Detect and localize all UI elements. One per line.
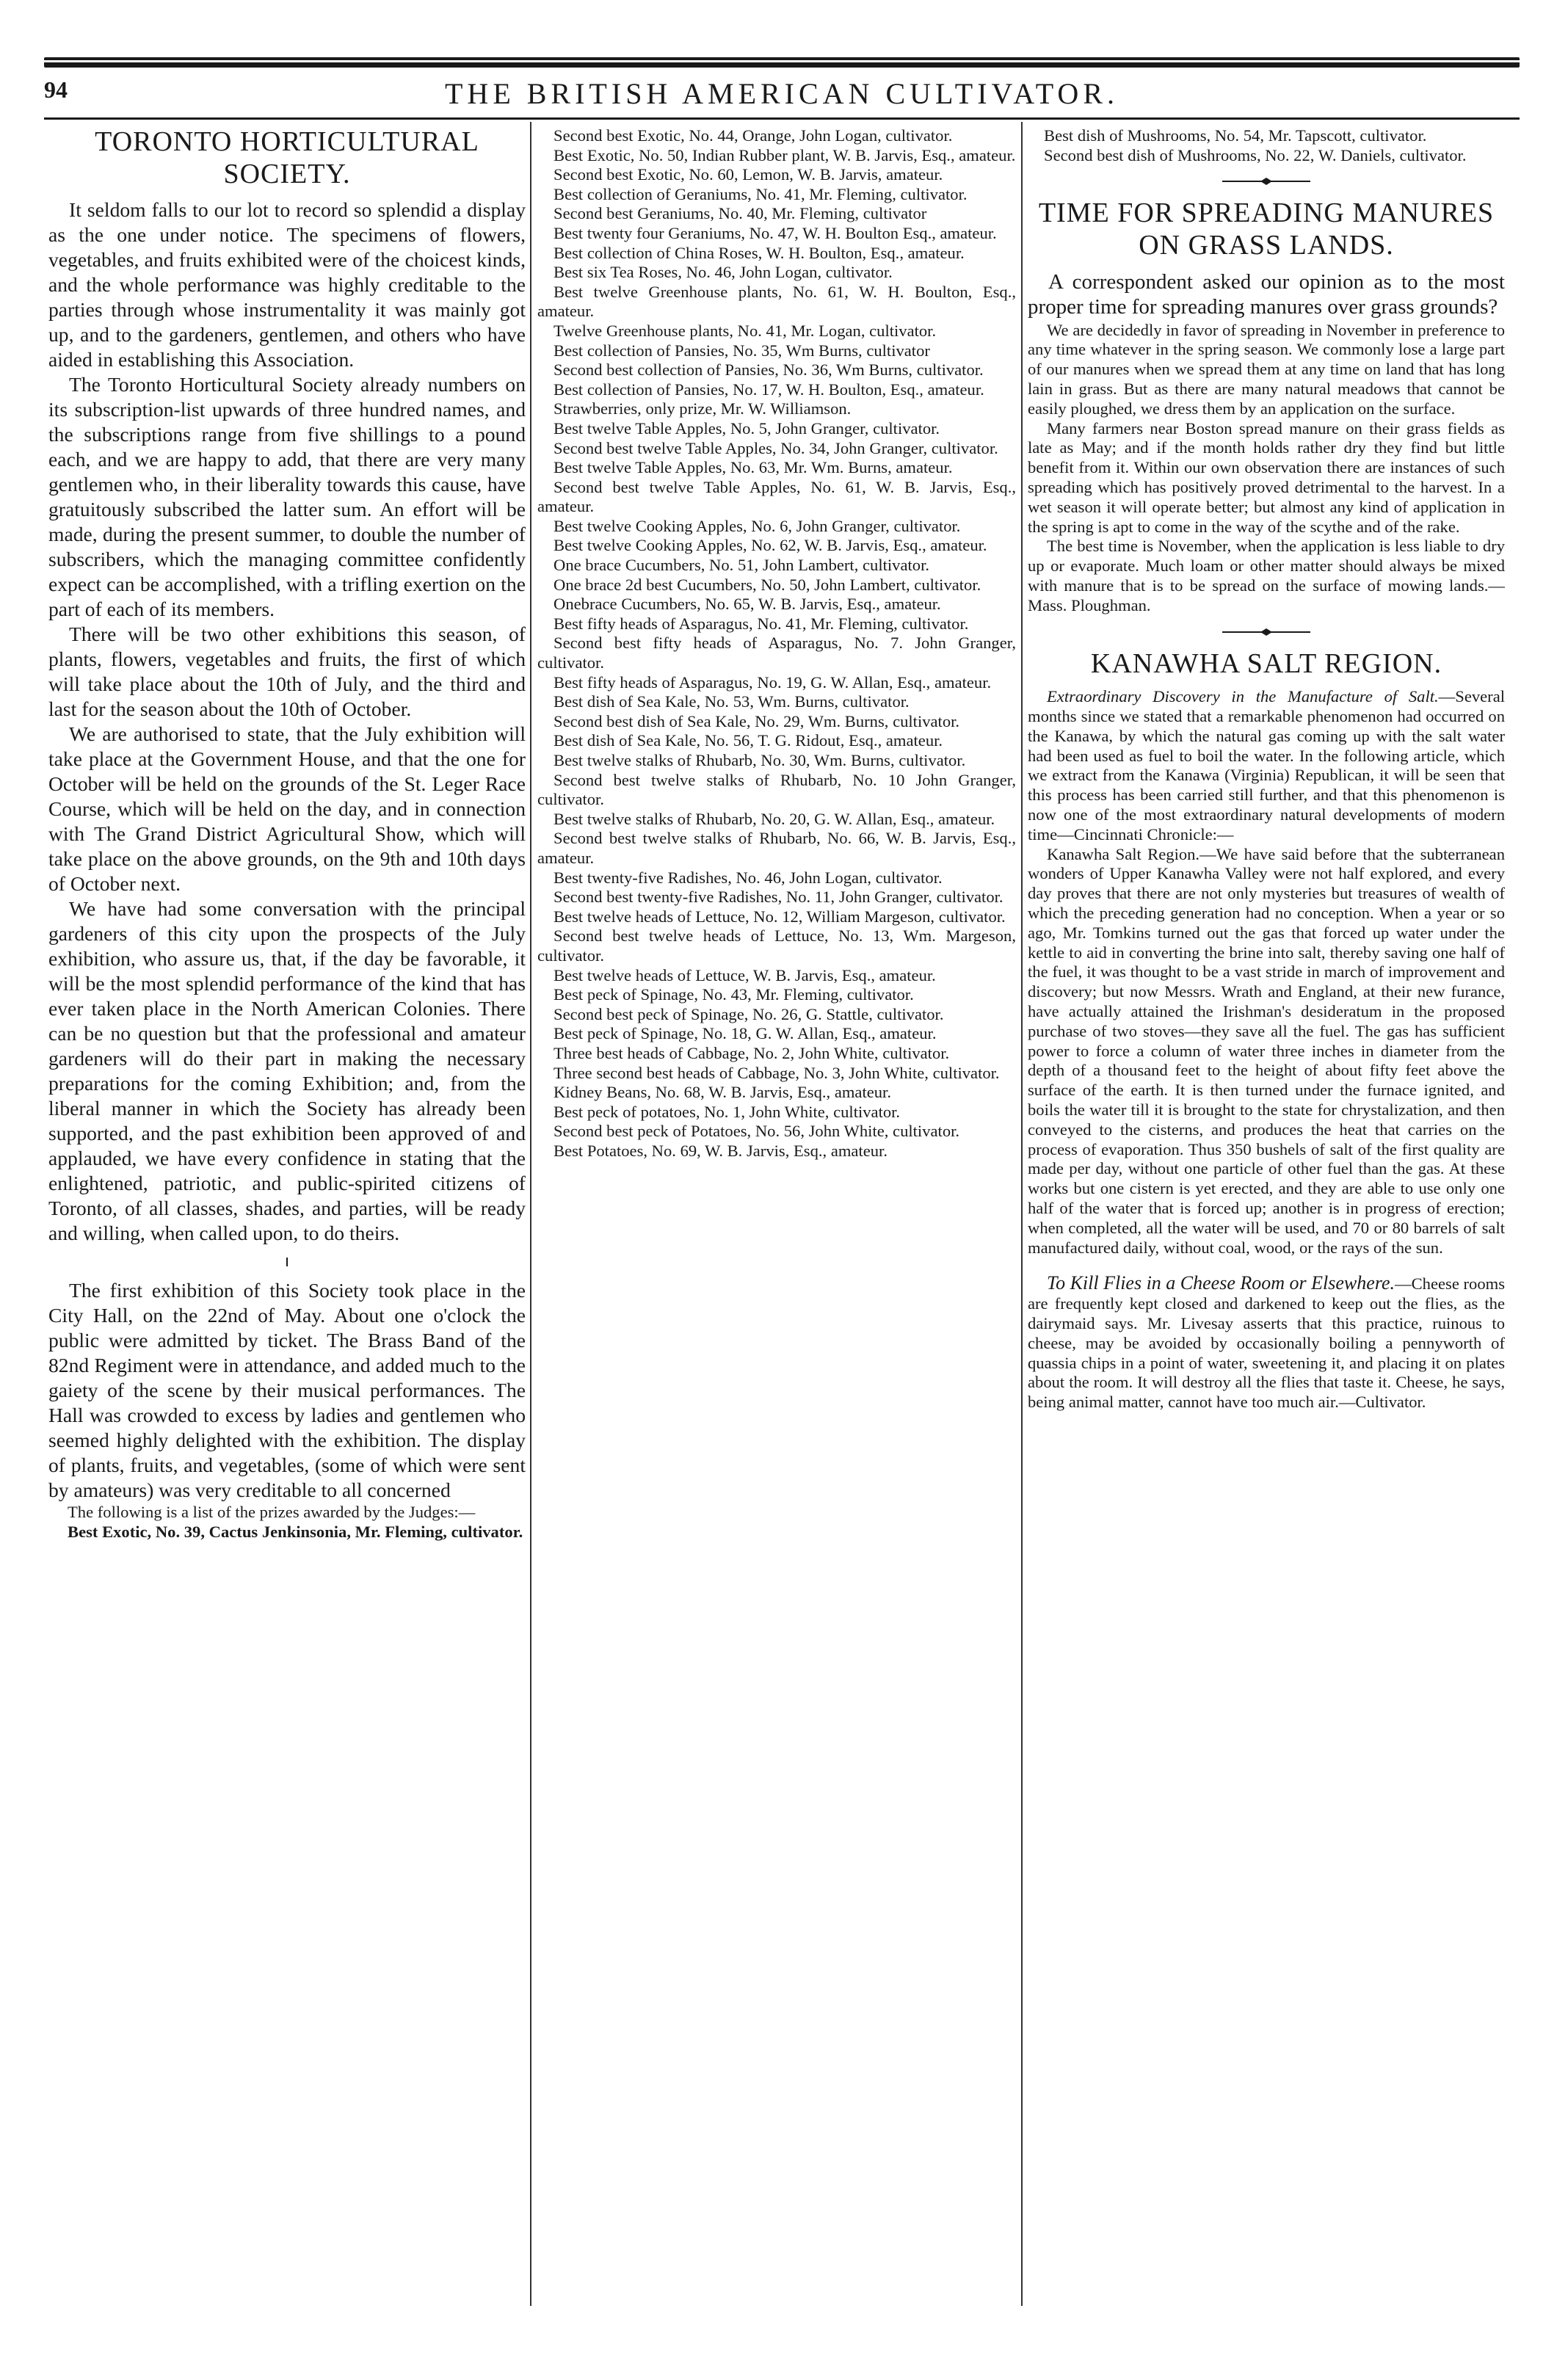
prize-entry: Second best twenty-five Radishes, No. 11, John Granger, cultivator. <box>553 888 1003 907</box>
prize-entry: Second best twelve Table Apples, No. 61, W. B. Jarvis, Esq., amateur. <box>537 477 1016 516</box>
article-heading-horticultural: TORONTO HORTICULTURAL SOCIETY. <box>95 126 479 189</box>
prize-entry: Best collection of China Roses, W. H. Boulton, Esq., amateur. <box>553 243 965 262</box>
prize-entry: Twelve Greenhouse plants, No. 41, Mr. Logan, cultivator. <box>553 321 937 340</box>
prize-entry: Kidney Beans, No. 68, W. B. Jarvis, Esq., amateur. <box>553 1083 891 1102</box>
prize-entry: Best twelve Table Apples, No. 5, John Granger, cultivator. <box>553 418 940 438</box>
prize-entry: Best twenty four Geraniums, No. 47, W. H. Boulton Esq., amateur. <box>553 223 997 242</box>
header-rule <box>44 117 1520 120</box>
article-paragraph: The first exhibition of this Society took place in the City Hall, on the 22nd of May. About one o'clock the public were admitted by ticket. The Brass Band of the 82nd Regiment were in attendance, and added much to the gaiety of the scene by their musical performances. The Hall was crowded to excess by ladies and gentlemen who seemed highly delighted with the exhibition. The display of plants, fruits, and vegetables, (some of which were sent by amateurs) was very creditable to all concerned <box>48 1279 526 1502</box>
prize-entry: Second best twelve Table Apples, No. 34, John Granger, cultivator. <box>553 438 998 457</box>
prize-entry: Best twelve Cooking Apples, No. 62, W. B. Jarvis, Esq., amateur. <box>553 536 987 555</box>
prize-entry: Best dish of Mushrooms, No. 54, Mr. Tapscott, cultivator. <box>1044 126 1427 145</box>
article-paragraph: We have had some conversation with the principal gardeners of this city upon the prospects of the July exhibition, who assure us, that, if the day be favorable, it will be the most splendid performance of the kind that has ever taken place in the North American Colonies. There can be no question but that the professional and amateur gardeners will do their part in making the necessary preparations for the coming Exhibition; and, from the liberal manner in which the Society has already been supported, and the past exhibition been approved of and applauded, we have every confidence in stating that the enlightened, patriotic, and public-spirited citizens of Toronto, of all classes, shades, and parties, will be ready and willing, when called upon, to do theirs. <box>48 897 526 1245</box>
prize-entry: Second best dish of Mushrooms, No. 22, W. Daniels, cultivator. <box>1044 145 1467 164</box>
prize-entry: Best dish of Sea Kale, No. 56, T. G. Ridout, Esq., amateur. <box>553 731 943 750</box>
prize-entry: Three second best heads of Cabbage, No. 3, John White, cultivator. <box>553 1063 1000 1082</box>
prize-entry: Second best dish of Sea Kale, No. 29, Wm. Burns, cultivator. <box>553 711 960 730</box>
prize-entry: Second best Exotic, No. 60, Lemon, W. B. Jarvis, amateur. <box>553 165 943 184</box>
column-divider-right <box>1021 122 1023 2306</box>
article-paragraph: Kanawha Salt Region.—We have said before that the subterranean wonders of Upper Kanawha Valley were not half explored, and every day proves that there are not only mysteries but treasures of wealth of which the preceding generation had no conception. When a year or so ago, Mr. Tomkins turned out the gas that forced up water under the kettle to aid in converting the brine into salt, thereby saving one half of the fuel, it was thought to be a vast stride in march of improvement and discovery; but now Messrs. Wrath and England, at their new furance, have actually attained the Irishman's desideratum in the proposed purchase of two stoves—they save all the fuel. The gas has sufficient power to force a column of water three inches in diameter from the depth of a thousand feet to the height of about fifty feet above the surface of the earth. It is then turned under the furnace ignited, and boils the water till it is brought to the state for chrystalization, and then conveyed to the cisterns, and produces the heat that carries on the process of evaporation. Thus 350 bushels of salt of the first quality are made per day, without one particle of other fuel than the gas. At these works but one cistern is yet erected, and they are able to use only one half of the water that is forced up; another is in progress of erection; when completed, all the water will be used, and 70 or 80 barrels of salt manufactured daily, without coal, wood, or the rays of the sun. <box>1028 844 1505 1257</box>
prize-entry: Best Potatoes, No. 69, W. B. Jarvis, Esq., amateur. <box>553 1141 888 1160</box>
prize-entry: Second best peck of Potatoes, No. 56, John White, cultivator. <box>553 1122 960 1141</box>
article-paragraph: The following is a list of the prizes awarded by the Judges:— <box>68 1503 476 1522</box>
article-paragraph: We are decidedly in favor of spreading in November in preference to any time whatever in the spring season. We commonly lose a large part of our manures when we spread them at any time on land that has long lain in grass. But as there are many natural meadows that cannot be easily ploughed, we dress them by an application on the surface. <box>1028 320 1505 418</box>
spacer <box>1028 1258 1505 1274</box>
prize-entry: Strawberries, only prize, Mr. W. Williamson. <box>553 399 852 418</box>
top-border-rule <box>44 57 1520 68</box>
prize-entry: Best fifty heads of Asparagus, No. 19, G. W. Allan, Esq., amateur. <box>553 672 992 692</box>
prize-entry: Best six Tea Roses, No. 46, John Logan, cultivator. <box>553 263 893 282</box>
prize-entry: Second best twelve stalks of Rhubarb, No. 10 John Granger, cultivator. <box>537 770 1016 809</box>
prize-entry: Best twelve heads of Lettuce, W. B. Jarvis, Esq., amateur. <box>553 965 936 984</box>
prize-entry: Best collection of Pansies, No. 35, Wm Burns, cultivator <box>553 341 930 360</box>
article-subhead: To Kill Flies in a Cheese Room or Elsewhere. <box>1047 1272 1395 1294</box>
prize-entry: Second best collection of Pansies, No. 36, Wm Burns, cultivator. <box>553 360 984 380</box>
prize-entry: Best collection of Geraniums, No. 41, Mr. Fleming, cultivator. <box>553 184 968 203</box>
column-2 <box>537 126 1016 2321</box>
section-divider <box>272 1256 302 1268</box>
column-3 <box>1028 126 1505 2321</box>
article-paragraph <box>1028 1274 1505 1412</box>
prize-entry: Onebrace Cucumbers, No. 65, W. B. Jarvis, Esq., amateur. <box>553 595 941 614</box>
article-paragraph: We are authorised to state, that the July exhibition will take place at the Government House, and that the one for October will be held on the grounds of the St. Leger Race Course, which will be held on the day, and in connection with The Grand District Agricultural Show, which will take place on the above grounds, on the 9th and 10th days of October next. <box>48 722 526 896</box>
article-heading-manures: TIME FOR SPREADING MANURES ON GRASS LANDS. <box>1038 197 1495 261</box>
prize-entry: One brace 2d best Cucumbers, No. 50, John Lambert, cultivator. <box>553 575 981 594</box>
prize-entry: Second best fifty heads of Asparagus, No. 7. John Granger, cultivator. <box>537 634 1016 672</box>
article-subhead: Extraordinary Discovery in the Manufacture of Salt. <box>1047 687 1439 706</box>
prize-entry: Second best twelve stalks of Rhubarb, No. 66, W. B. Jarvis, Esq., amateur. <box>537 829 1016 867</box>
article-paragraph: There will be two other exhibitions this season, of plants, flowers, vegetables and fruits, the first of which will take place about the 10th of July, and the third and last for the season about the 10th of October. <box>48 623 526 721</box>
article-lead: A correspondent asked our opinion as to the most proper time for spreading manures over grass grounds? <box>1028 269 1505 319</box>
prize-entry: Best twenty-five Radishes, No. 46, John Logan, cultivator. <box>553 868 943 887</box>
article-text: —Cheese rooms are frequently kept closed and darkened to keep out the flies, as the dairymaid says. Mr. Livesay asserts that this practice, ruinous to cheese, may be avoided by occasionally boiling a pennyworth of quassia chips in a point of water, sweetening it, and placing it on plates about the room. It will destroy all the flies that taste it. Cheese, he says, being animal matter, cannot have too much air.—Cultivator. <box>1028 1274 1505 1412</box>
prize-entry: Best peck of potatoes, No. 1, John White, cultivator. <box>553 1102 901 1121</box>
prize-entry: Second best Exotic, No. 44, Orange, John Logan, cultivator. <box>553 126 953 145</box>
prize-entry: Best twelve Cooking Apples, No. 6, John Granger, cultivator. <box>553 516 961 535</box>
prize-entry: Best twelve heads of Lettuce, No. 12, William Margeson, cultivator. <box>553 907 1006 926</box>
prize-entry: Best twelve stalks of Rhubarb, No. 30, Wm. Burns, cultivator. <box>553 751 966 769</box>
article-paragraph: The Toronto Horticultural Society already numbers on its subscription-list upwards of three hundred names, and the subscriptions range from five shillings to a pound each, and we are happy to add, that there are very many gentlemen who, in their liberality towards this cause, have gratuitously subscribed the latter sum. An effort will be made, during the present summer, to double the number of subscribers, which the managing committee confidently expect can be accomplished, with a trifling exertion on the part of each of its members. <box>48 373 526 621</box>
ornamental-divider <box>1222 626 1310 638</box>
page-number: 94 <box>44 76 68 103</box>
prize-entry: Second best twelve heads of Lettuce, No. 13, Wm. Margeson, cultivator. <box>537 926 1016 965</box>
running-title: THE BRITISH AMERICAN CULTIVATOR. <box>445 77 1119 110</box>
prize-entry: Best Exotic, No. 39, Cactus Jenkinsonia, Mr. Fleming, cultivator. <box>68 1523 523 1542</box>
article-heading-kanawha: KANAWHA SALT REGION. <box>1090 647 1442 679</box>
prize-entry: Best twelve stalks of Rhubarb, No. 20, G. W. Allan, Esq., amateur. <box>553 809 995 828</box>
article-paragraph <box>1028 687 1505 844</box>
ornamental-divider <box>1222 175 1310 187</box>
prize-entry: Best twelve Greenhouse plants, No. 61, W. H. Boulton, Esq., amateur. <box>537 282 1016 321</box>
column-divider-left <box>530 122 531 2306</box>
prize-entry: Best dish of Sea Kale, No. 53, Wm. Burns, cultivator. <box>553 692 910 711</box>
prize-entry: Best twelve Table Apples, No. 63, Mr. Wm. Burns, amateur. <box>553 458 953 477</box>
prize-entry: Second best peck of Spinage, No. 26, G. Stattle, cultivator. <box>553 1004 944 1023</box>
prize-entry: Best fifty heads of Asparagus, No. 41, Mr. Fleming, cultivator. <box>553 614 969 633</box>
article-paragraph: It seldom falls to our lot to record so splendid a display as the one under notice. The specimens of flowers, vegetables, and fruits exhibited were of the choicest kinds, and the whole performance was highly creditable to the parties through whose instrumentality it was mainly got up, and to the gardeners, gentlemen, and others who have aided in establishing this Association. <box>48 198 526 371</box>
article-paragraph: The best time is November, when the application is less liable to dry up or evaporate. Much loam or other matter should always be mixed with manure that is to be spread on the surface of mowing lands.—Mass. Ploughman. <box>1028 537 1505 614</box>
prize-entry: Three best heads of Cabbage, No. 2, John White, cultivator. <box>553 1043 950 1062</box>
article-text: —Several months since we stated that a remarkable phenomenon had occurred on the Kanawa, by which the natural gas coming up with the salt water had been used as fuel to boil the water. In the following article, which we extract from the Kanawa (Virginia) Republican, it will be seen that this process has been carried still further, and that this phenomenon is now one of the most extraordinary natural developments of modern time—Cincinnati Chronicle:— <box>1028 687 1505 844</box>
prize-entry: Best Exotic, No. 50, Indian Rubber plant, W. B. Jarvis, Esq., amateur. <box>553 145 1016 164</box>
running-head <box>44 76 1520 120</box>
prize-list <box>537 126 1016 1161</box>
prize-entry: One brace Cucumbers, No. 51, John Lambert, cultivator. <box>553 556 929 575</box>
prize-entry: Second best Geraniums, No. 40, Mr. Fleming, cultivator <box>553 204 927 223</box>
prize-entry: Best peck of Spinage, No. 18, G. W. Allan, Esq., amateur. <box>553 1024 937 1043</box>
article-paragraph: Many farmers near Boston spread manure on their grass fields as late as May; and if the month holds rather dry they find but little benefit from it. Within our own observation there are instances of such spreading which has positively proved detrimental to the harvest. In a wet season it will operate better; but almost any kind of application in the spring is apt to come in the way of the scythe and of the rake. <box>1028 418 1505 536</box>
prize-entry: Best peck of Spinage, No. 43, Mr. Fleming, cultivator. <box>553 985 914 1004</box>
prize-entry: Best collection of Pansies, No. 17, W. H. Boulton, Esq., amateur. <box>553 380 984 399</box>
column-1 <box>48 126 526 2321</box>
